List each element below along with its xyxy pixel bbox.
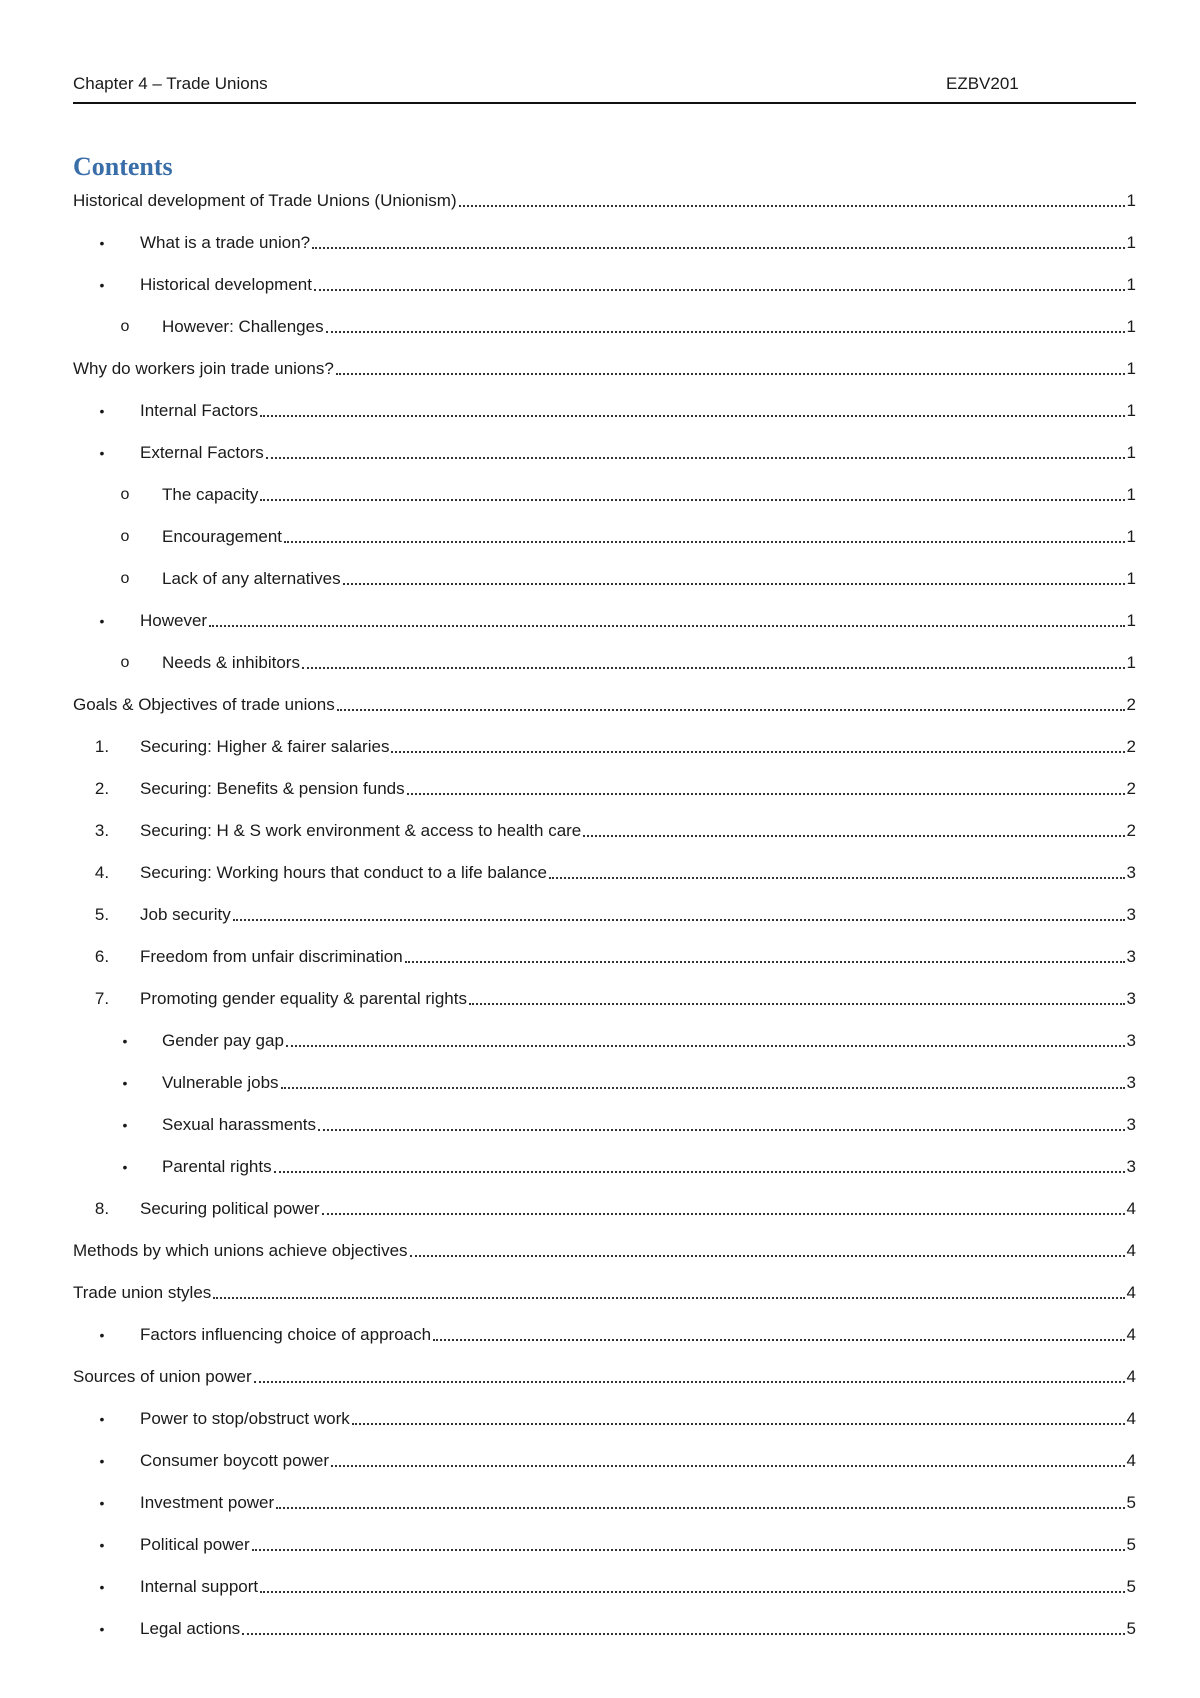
toc-entry-page-number[interactable]: 3 — [1126, 1073, 1136, 1092]
toc-entry-label[interactable]: Needs & inhibitors — [162, 653, 300, 672]
toc-entry-bullet: o — [120, 570, 130, 587]
toc-entry-label[interactable]: Internal Factors — [140, 401, 259, 420]
toc-dot-leader — [391, 751, 1124, 753]
header-chapter-title: Chapter 4 – Trade Unions — [73, 74, 268, 93]
toc-entry-line — [162, 1072, 1136, 1094]
toc-entry[interactable] — [73, 946, 1136, 988]
toc-entry[interactable] — [73, 316, 1136, 358]
toc-entry-bullet: • — [122, 1033, 128, 1049]
toc-entry-line — [140, 1576, 1136, 1598]
toc-entry-line — [140, 232, 1136, 254]
toc-dot-leader — [459, 205, 1125, 207]
toc-entry-page-number[interactable]: 2 — [1126, 779, 1136, 798]
toc-entry-line — [73, 358, 1136, 380]
toc-dot-leader — [318, 1129, 1125, 1131]
toc-entry-label[interactable]: Internal support — [140, 1577, 259, 1596]
toc-entry-label[interactable]: Promoting gender equality & parental rights — [140, 989, 467, 1008]
toc-entry-page-number[interactable]: 3 — [1126, 1157, 1136, 1176]
toc-entry-label[interactable]: Methods by which unions achieve objectives — [73, 1241, 408, 1260]
toc-entry[interactable] — [73, 1408, 1136, 1450]
toc-dot-leader — [286, 1045, 1125, 1047]
toc-entry[interactable] — [73, 442, 1136, 484]
toc-dot-leader — [266, 457, 1125, 459]
toc-entry-line — [162, 316, 1136, 338]
toc-entry-page-number[interactable]: 5 — [1126, 1535, 1136, 1554]
toc-entry-page-number[interactable]: 4 — [1126, 1325, 1136, 1344]
toc-dot-leader — [337, 709, 1125, 711]
toc-entry-bullet: • — [99, 277, 105, 293]
toc-entry-line — [162, 652, 1136, 674]
toc-entry[interactable] — [73, 1156, 1136, 1198]
toc-entry-label[interactable]: Sexual harassments — [162, 1115, 317, 1134]
toc-entry-label[interactable]: Securing: Benefits & pension funds — [140, 779, 405, 798]
toc-entry-label[interactable]: Lack of any alternatives — [162, 569, 341, 588]
toc-entry-bullet: • — [99, 1453, 105, 1469]
toc-entry-line — [140, 1618, 1136, 1640]
toc-dot-leader — [352, 1423, 1125, 1425]
page-header — [73, 74, 1136, 104]
toc-entry-line — [140, 1492, 1136, 1514]
toc-entry-bullet: • — [122, 1075, 128, 1091]
toc-entry-label[interactable]: Historical development — [140, 275, 312, 294]
toc-dot-leader — [260, 415, 1124, 417]
toc-entry-page-number[interactable]: 1 — [1126, 569, 1136, 588]
toc-entry[interactable] — [73, 652, 1136, 694]
toc-entry-bullet: o — [120, 486, 130, 503]
toc-entry[interactable] — [73, 1366, 1136, 1408]
toc-entry-page-number[interactable]: 4 — [1126, 1241, 1136, 1260]
toc-entry[interactable] — [73, 820, 1136, 862]
toc-entry-bullet: o — [120, 528, 130, 545]
toc-dot-leader — [302, 667, 1125, 669]
toc-dot-leader — [284, 541, 1125, 543]
toc-entry-page-number[interactable]: 4 — [1126, 1283, 1136, 1302]
toc-entry[interactable] — [73, 1072, 1136, 1114]
toc-entry-bullet: • — [99, 445, 105, 461]
toc-entry-bullet: • — [99, 1537, 105, 1553]
toc-dot-leader — [260, 499, 1124, 501]
toc-entry-label[interactable]: What is a trade union? — [140, 233, 311, 252]
toc-entry-page-number[interactable]: 4 — [1126, 1409, 1136, 1428]
toc-entry-line — [140, 736, 1136, 758]
toc-dot-leader — [407, 793, 1125, 795]
toc-entry-page-number[interactable]: 1 — [1126, 359, 1136, 378]
toc-entry-line — [162, 568, 1136, 590]
toc-entry[interactable] — [73, 988, 1136, 1030]
toc-entry-bullet: o — [120, 654, 130, 671]
toc-entry-line — [162, 484, 1136, 506]
toc-entry-page-number[interactable]: 3 — [1126, 1031, 1136, 1050]
toc-entry-bullet: • — [99, 1621, 105, 1637]
toc-entry-page-number[interactable]: 1 — [1126, 653, 1136, 672]
toc-entry-bullet: • — [99, 403, 105, 419]
toc-dot-leader — [469, 1003, 1125, 1005]
toc-entry-line — [140, 778, 1136, 800]
toc-entry-number: 7. — [94, 989, 110, 1008]
toc-entry-label[interactable]: Historical development of Trade Unions (Unionism) — [73, 191, 457, 210]
toc-entry-bullet: • — [122, 1159, 128, 1175]
toc-entry-page-number[interactable]: 5 — [1126, 1619, 1136, 1638]
toc-entry-label[interactable]: However — [140, 611, 208, 630]
toc-entry-line — [140, 862, 1136, 884]
toc-entry-label[interactable]: Legal actions — [140, 1619, 241, 1638]
toc-entry-bullet: • — [99, 1411, 105, 1427]
toc-entry[interactable] — [73, 1324, 1136, 1366]
toc-entry-line — [73, 1366, 1136, 1388]
toc-entry-label[interactable]: Why do workers join trade unions? — [73, 359, 334, 378]
toc-entry[interactable] — [73, 568, 1136, 610]
toc-dot-leader — [276, 1507, 1124, 1509]
toc-dot-leader — [254, 1381, 1125, 1383]
toc-entry-line — [140, 820, 1136, 842]
toc-dot-leader — [326, 331, 1125, 333]
toc-entry[interactable] — [73, 400, 1136, 442]
toc-entry-label[interactable]: Factors influencing choice of approach — [140, 1325, 432, 1344]
toc-entry-label[interactable]: However: Challenges — [162, 317, 324, 336]
toc-entry-line — [140, 946, 1136, 968]
toc-entry-label[interactable]: Job security — [140, 905, 231, 924]
toc-entry-page-number[interactable]: 1 — [1126, 611, 1136, 630]
toc-entry[interactable] — [73, 778, 1136, 820]
toc-entry-line — [73, 1240, 1136, 1262]
toc-entry-bullet: o — [120, 318, 130, 335]
toc-entry-page-number[interactable]: 2 — [1126, 737, 1136, 756]
toc-entry-line — [140, 1198, 1136, 1220]
toc-entry-page-number[interactable]: 1 — [1126, 317, 1136, 336]
toc-dot-leader — [252, 1549, 1125, 1551]
toc-entry-bullet: • — [99, 235, 105, 251]
toc-entry-label[interactable]: Securing: H & S work environment & access to health care — [140, 821, 582, 840]
toc-entry-number: 5. — [94, 905, 110, 924]
toc-entry-page-number[interactable]: 5 — [1126, 1577, 1136, 1596]
toc-entry-label[interactable]: Political power — [140, 1535, 250, 1554]
toc-entry-line — [140, 988, 1136, 1010]
toc-entry-number: 4. — [94, 863, 110, 882]
toc-dot-leader — [314, 289, 1125, 291]
toc-entry[interactable] — [73, 1030, 1136, 1072]
toc-entry-line — [73, 1282, 1136, 1304]
toc-entry[interactable] — [73, 694, 1136, 736]
toc-dot-leader — [281, 1087, 1125, 1089]
toc-entry-number: 3. — [94, 821, 110, 840]
toc-dot-leader — [260, 1591, 1124, 1593]
toc-entry[interactable] — [73, 1240, 1136, 1282]
toc-dot-leader — [213, 1297, 1124, 1299]
toc-dot-leader — [242, 1633, 1124, 1635]
toc-entry-page-number[interactable]: 4 — [1126, 1367, 1136, 1386]
toc-entry-page-number[interactable]: 1 — [1126, 443, 1136, 462]
toc-dot-leader — [312, 247, 1124, 249]
toc-entry[interactable] — [73, 232, 1136, 274]
toc-dot-leader — [336, 373, 1125, 375]
toc-dot-leader — [274, 1171, 1125, 1173]
toc-entry-page-number[interactable]: 2 — [1126, 821, 1136, 840]
toc-entry-page-number[interactable]: 3 — [1126, 947, 1136, 966]
toc-entry-label[interactable]: Goals & Objectives of trade unions — [73, 695, 335, 714]
toc-entry-label[interactable]: Consumer boycott power — [140, 1451, 329, 1470]
toc-entry[interactable] — [73, 190, 1136, 232]
toc-entry-page-number[interactable]: 3 — [1126, 863, 1136, 882]
toc-dot-leader — [209, 625, 1124, 627]
toc-entry[interactable] — [73, 274, 1136, 316]
toc-entry-label[interactable]: Sources of union power — [73, 1367, 252, 1386]
toc-entry[interactable] — [73, 862, 1136, 904]
toc-dot-leader — [343, 583, 1125, 585]
toc-entry-number: 2. — [94, 779, 110, 798]
header-course-code: EZBV201 — [946, 74, 1019, 93]
toc-entry-number: 8. — [94, 1199, 110, 1218]
toc-entry-page-number[interactable]: 1 — [1126, 275, 1136, 294]
toc-entry-line — [162, 1114, 1136, 1136]
toc-dot-leader — [583, 835, 1124, 837]
toc-entry-page-number[interactable]: 4 — [1126, 1199, 1136, 1218]
toc-entry-page-number[interactable]: 2 — [1126, 695, 1136, 714]
toc-dot-leader — [549, 877, 1125, 879]
toc-entry-page-number[interactable]: 1 — [1126, 527, 1136, 546]
toc-entry-line — [140, 400, 1136, 422]
toc-dot-leader — [410, 1255, 1125, 1257]
toc-entry[interactable] — [73, 1282, 1136, 1324]
toc-entry[interactable] — [73, 1198, 1136, 1240]
toc-entry-label[interactable]: Vulnerable jobs — [162, 1073, 279, 1092]
toc-entry-number: 1. — [94, 737, 110, 756]
toc-entry-page-number[interactable]: 1 — [1126, 191, 1136, 210]
toc-entry[interactable] — [73, 736, 1136, 778]
toc-entry-line — [73, 190, 1136, 212]
toc-entry[interactable] — [73, 1114, 1136, 1156]
toc-entry-line — [140, 1450, 1136, 1472]
toc-entry-line — [140, 442, 1136, 464]
toc-entry-line — [140, 904, 1136, 926]
toc-entry-line — [162, 526, 1136, 548]
toc-entry[interactable] — [73, 1492, 1136, 1534]
toc-entry[interactable] — [73, 1576, 1136, 1618]
toc-entry-label[interactable]: Parental rights — [162, 1157, 272, 1176]
toc-entry-bullet: • — [99, 1495, 105, 1511]
toc-entry-line — [162, 1156, 1136, 1178]
toc-heading: Contents — [73, 152, 173, 181]
toc-entry-label[interactable]: Power to stop/obstruct work — [140, 1409, 350, 1428]
toc-entry-label[interactable]: The capacity — [162, 485, 259, 504]
toc-entry-line — [162, 1030, 1136, 1052]
toc-entry-bullet: • — [99, 1327, 105, 1343]
toc-entry-label[interactable]: Trade union styles — [73, 1283, 212, 1302]
toc-entry-label[interactable]: Securing political power — [140, 1199, 320, 1218]
toc-entry-page-number[interactable]: 4 — [1126, 1451, 1136, 1470]
toc-entry-line — [140, 274, 1136, 296]
toc-entry-label[interactable]: Freedom from unfair discrimination — [140, 947, 403, 966]
toc-entry-line — [140, 610, 1136, 632]
toc-dot-leader — [331, 1465, 1125, 1467]
toc-entry[interactable] — [73, 1450, 1136, 1492]
toc-entry-line — [140, 1408, 1136, 1430]
toc-dot-leader — [433, 1339, 1124, 1341]
table-of-contents — [73, 190, 1136, 1660]
toc-entry[interactable] — [73, 1618, 1136, 1660]
toc-entry-line — [140, 1324, 1136, 1346]
toc-entry-label[interactable]: Securing: Higher & fairer salaries — [140, 737, 390, 756]
toc-dot-leader — [322, 1213, 1125, 1215]
toc-entry[interactable] — [73, 610, 1136, 652]
toc-entry[interactable] — [73, 526, 1136, 568]
toc-entry-label[interactable]: Encouragement — [162, 527, 283, 546]
toc-entry[interactable] — [73, 1534, 1136, 1576]
toc-entry[interactable] — [73, 484, 1136, 526]
toc-entry-label[interactable]: Investment power — [140, 1493, 275, 1512]
toc-entry-page-number[interactable]: 5 — [1126, 1493, 1136, 1512]
toc-dot-leader — [233, 919, 1125, 921]
toc-entry-bullet: • — [99, 1579, 105, 1595]
toc-entry[interactable] — [73, 358, 1136, 400]
toc-entry[interactable] — [73, 904, 1136, 946]
toc-dot-leader — [405, 961, 1125, 963]
toc-entry-label[interactable]: External Factors — [140, 443, 264, 462]
toc-entry-line — [73, 694, 1136, 716]
toc-entry-line — [140, 1534, 1136, 1556]
toc-entry-page-number[interactable]: 1 — [1126, 485, 1136, 504]
toc-entry-page-number[interactable]: 1 — [1126, 233, 1136, 252]
toc-entry-page-number[interactable]: 3 — [1126, 1115, 1136, 1134]
toc-entry-number: 6. — [94, 947, 110, 966]
toc-entry-page-number[interactable]: 3 — [1126, 989, 1136, 1008]
toc-entry-bullet: • — [99, 613, 105, 629]
toc-entry-page-number[interactable]: 3 — [1126, 905, 1136, 924]
toc-entry-bullet: • — [122, 1117, 128, 1133]
toc-entry-page-number[interactable]: 1 — [1126, 401, 1136, 420]
toc-entry-label[interactable]: Securing: Working hours that conduct to a life balance — [140, 863, 547, 882]
toc-entry-label[interactable]: Gender pay gap — [162, 1031, 284, 1050]
